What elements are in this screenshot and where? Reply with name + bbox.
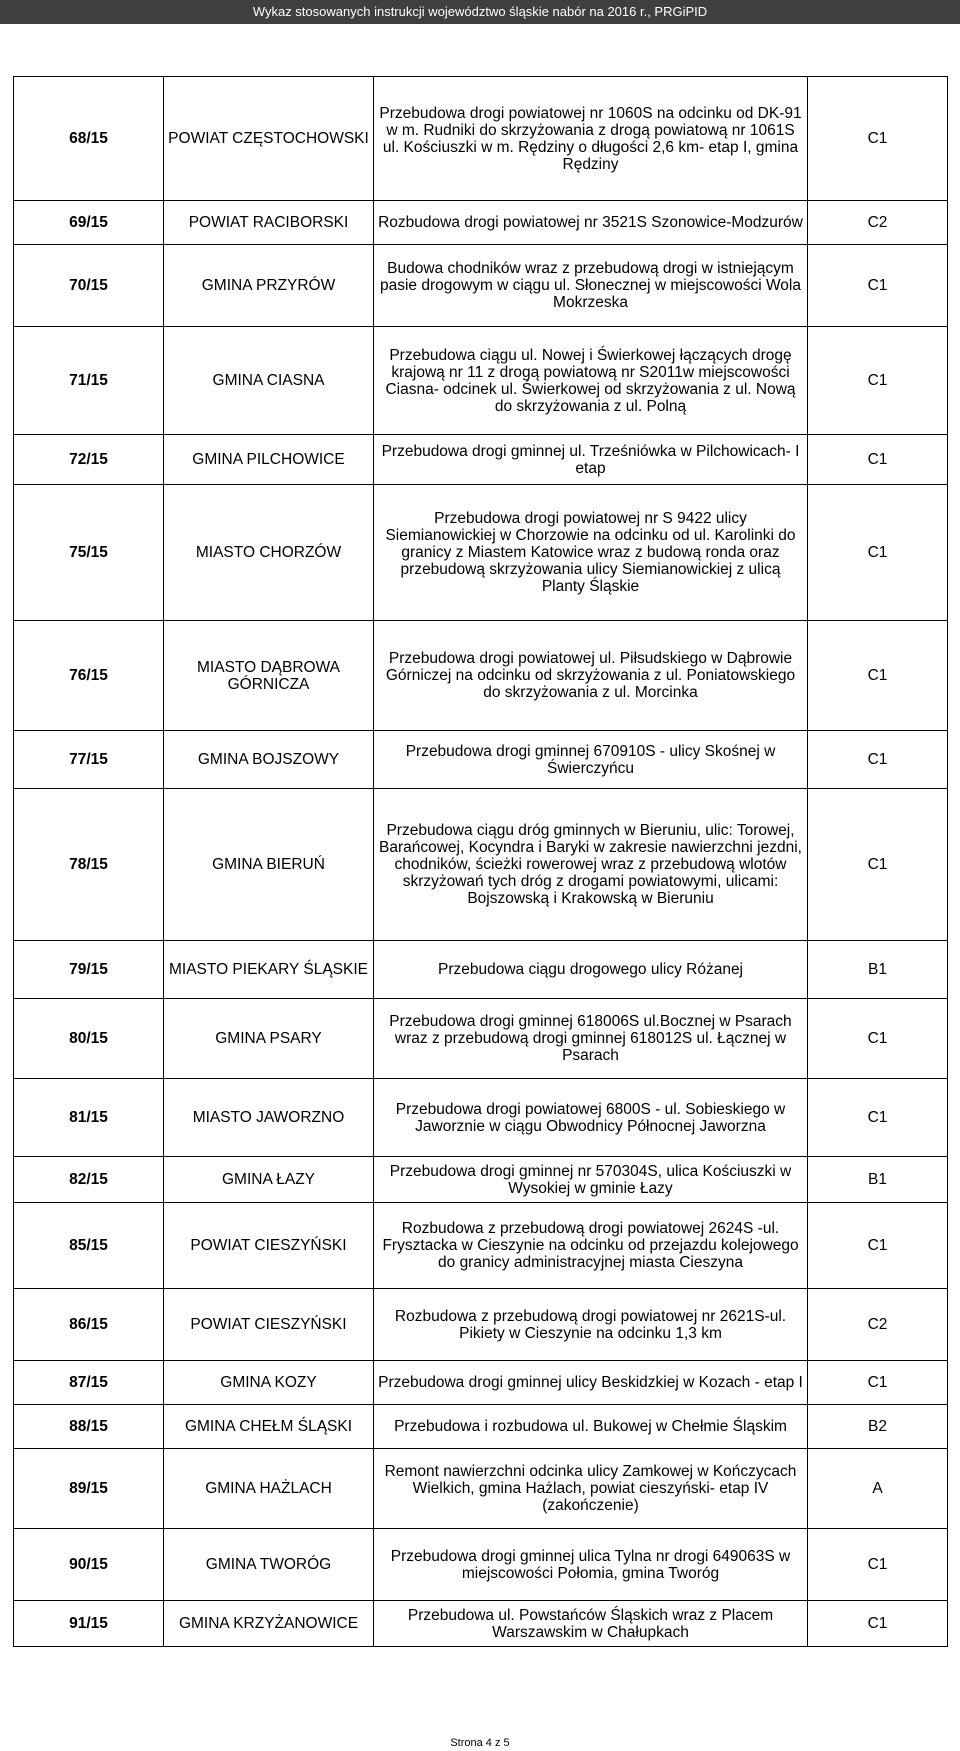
table-row <box>14 621 948 731</box>
row-number: 81/15 <box>14 1079 164 1157</box>
row-number: 90/15 <box>14 1529 164 1601</box>
row-number: 75/15 <box>14 485 164 621</box>
organization-name: GMINA KOZY <box>164 1361 374 1405</box>
table-row <box>14 485 948 621</box>
project-description: Rozbudowa z przebudową drogi powiatowej nr 2621S-ul. Pikiety w Cieszynie na odcinku 1,3 km <box>374 1289 808 1361</box>
table-row <box>14 1529 948 1601</box>
table-row <box>14 1449 948 1529</box>
table-row <box>14 77 948 201</box>
category-code: C1 <box>808 327 948 435</box>
project-description: Przebudowa ciągu dróg gminnych w Bieruniu, ulic: Torowej, Barańcowej, Kocyndra i Baryki w zakresie nawierzchni jezdni, chodników, ścieżki rowerowej wraz z przebudową wlotów skrzyżowań tych dróg z drogami powiatowymi, ulicami: Bojszowską i Krakowską w Bieruniu <box>374 789 808 941</box>
row-number: 68/15 <box>14 77 164 201</box>
table-row <box>14 941 948 999</box>
organization-name: MIASTO DĄBROWA GÓRNICZA <box>164 621 374 731</box>
instructions-table <box>13 76 948 1647</box>
row-number: 82/15 <box>14 1157 164 1203</box>
category-code: C1 <box>808 1601 948 1647</box>
organization-name: MIASTO PIEKARY ŚLĄSKIE <box>164 941 374 999</box>
organization-name: GMINA KRZYŻANOWICE <box>164 1601 374 1647</box>
project-description: Przebudowa drogi powiatowej nr S 9422 ulicy Siemianowickiej w Chorzowie na odcinku od ul. Karolinki do granicy z Miastem Katowice wraz z budową ronda oraz przebudową skrzyżowania ulicy Siemianowickiej z ulicą Planty Śląskie <box>374 485 808 621</box>
row-number: 71/15 <box>14 327 164 435</box>
category-code: C2 <box>808 1289 948 1361</box>
row-number: 88/15 <box>14 1405 164 1449</box>
category-code: C1 <box>808 621 948 731</box>
table-row <box>14 245 948 327</box>
category-code: C1 <box>808 435 948 485</box>
table-row <box>14 327 948 435</box>
row-number: 89/15 <box>14 1449 164 1529</box>
project-description: Przebudowa i rozbudowa ul. Bukowej w Chełmie Śląskim <box>374 1405 808 1449</box>
organization-name: GMINA PILCHOWICE <box>164 435 374 485</box>
organization-name: POWIAT CIESZYŃSKI <box>164 1203 374 1289</box>
table-row <box>14 1601 948 1647</box>
project-description: Rozbudowa drogi powiatowej nr 3521S Szonowice-Modzurów <box>374 201 808 245</box>
project-description: Przebudowa drogi gminnej nr 570304S, ulica Kościuszki w Wysokiej w gminie Łazy <box>374 1157 808 1203</box>
table-row <box>14 1361 948 1405</box>
row-number: 86/15 <box>14 1289 164 1361</box>
project-description: Remont nawierzchni odcinka ulicy Zamkowej w Kończycach Wielkich, gmina Hażlach, powiat cieszyński- etap IV (zakończenie) <box>374 1449 808 1529</box>
project-description: Przebudowa drogi gminnej ulicy Beskidzkiej w Kozach - etap I <box>374 1361 808 1405</box>
organization-name: GMINA CHEŁM ŚLĄSKI <box>164 1405 374 1449</box>
project-description: Przebudowa drogi powiatowej ul. Piłsudskiego w Dąbrowie Górniczej na odcinku od skrzyżowania z ul. Poniatowskiego do skrzyżowania z ul. Morcinka <box>374 621 808 731</box>
category-code: C2 <box>808 201 948 245</box>
category-code: B1 <box>808 941 948 999</box>
organization-name: GMINA PSARY <box>164 999 374 1079</box>
page-header: Wykaz stosowanych instrukcji województwo śląskie nabór na 2016 r., PRGiPID <box>0 0 960 24</box>
table-row <box>14 1405 948 1449</box>
category-code: C1 <box>808 1361 948 1405</box>
table-row <box>14 1203 948 1289</box>
organization-name: GMINA BIERUŃ <box>164 789 374 941</box>
page-number: Strona 4 z 5 <box>450 1737 510 1749</box>
category-code: C1 <box>808 1529 948 1601</box>
category-code: C1 <box>808 999 948 1079</box>
category-code: C1 <box>808 1079 948 1157</box>
project-description: Przebudowa drogi powiatowej 6800S - ul. Sobieskiego w Jaworznie w ciągu Obwodnicy Północnej Jaworzna <box>374 1079 808 1157</box>
category-code: C1 <box>808 77 948 201</box>
row-number: 87/15 <box>14 1361 164 1405</box>
category-code: C1 <box>808 731 948 789</box>
row-number: 80/15 <box>14 999 164 1079</box>
project-description: Przebudowa drogi gminnej ulica Tylna nr drogi 649063S w miejscowości Połomia, gmina Tworóg <box>374 1529 808 1601</box>
category-code: C1 <box>808 1203 948 1289</box>
project-description: Przebudowa ciągu ul. Nowej i Świerkowej łączących drogę krajową nr 11 z drogą powiatową nr S2011w miejscowości Ciasna- odcinek ul. Świerkowej od skrzyżowania z ul. Nową do skrzyżowania z ul. Polną <box>374 327 808 435</box>
organization-name: MIASTO JAWORZNO <box>164 1079 374 1157</box>
organization-name: POWIAT CIESZYŃSKI <box>164 1289 374 1361</box>
table-row <box>14 999 948 1079</box>
category-code: C1 <box>808 789 948 941</box>
project-description: Przebudowa drogi gminnej 618006S ul.Bocznej w Psarach wraz z przebudową drogi gminnej 618012S ul. Łącznej w Psarach <box>374 999 808 1079</box>
project-description: Przebudowa drogi gminnej ul. Trześniówka w Pilchowicach- I etap <box>374 435 808 485</box>
project-description: Przebudowa drogi powiatowej nr 1060S na odcinku od DK-91 w m. Rudniki do skrzyżowania z drogą powiatową nr 1061S ul. Kościuszki w m. Rędziny o długości 2,6 km- etap I, gmina Rędziny <box>374 77 808 201</box>
project-description: Przebudowa ul. Powstańców Śląskich wraz z Placem Warszawskim w Chałupkach <box>374 1601 808 1647</box>
row-number: 77/15 <box>14 731 164 789</box>
table-row <box>14 789 948 941</box>
organization-name: POWIAT RACIBORSKI <box>164 201 374 245</box>
table-row <box>14 1079 948 1157</box>
organization-name: GMINA BOJSZOWY <box>164 731 374 789</box>
table-row <box>14 1157 948 1203</box>
category-code: B2 <box>808 1405 948 1449</box>
organization-name: GMINA ŁAZY <box>164 1157 374 1203</box>
row-number: 76/15 <box>14 621 164 731</box>
row-number: 70/15 <box>14 245 164 327</box>
row-number: 79/15 <box>14 941 164 999</box>
category-code: C1 <box>808 485 948 621</box>
project-description: Rozbudowa z przebudową drogi powiatowej 2624S -ul. Frysztacka w Cieszynie na odcinku od przejazdu kolejowego do granicy administracyjnej miasta Cieszyna <box>374 1203 808 1289</box>
organization-name: GMINA TWORÓG <box>164 1529 374 1601</box>
project-description: Przebudowa drogi gminnej 670910S - ulicy Skośnej w Świerczyńcu <box>374 731 808 789</box>
category-code: A <box>808 1449 948 1529</box>
table-row <box>14 1289 948 1361</box>
row-number: 91/15 <box>14 1601 164 1647</box>
project-description: Przebudowa ciągu drogowego ulicy Różanej <box>374 941 808 999</box>
category-code: B1 <box>808 1157 948 1203</box>
project-description: Budowa chodników wraz z przebudową drogi w istniejącym pasie drogowym w ciągu ul. Słonecznej w miejscowości Wola Mokrzeska <box>374 245 808 327</box>
row-number: 69/15 <box>14 201 164 245</box>
row-number: 78/15 <box>14 789 164 941</box>
organization-name: GMINA PRZYRÓW <box>164 245 374 327</box>
organization-name: MIASTO CHORZÓW <box>164 485 374 621</box>
table-row <box>14 435 948 485</box>
organization-name: GMINA HAŻLACH <box>164 1449 374 1529</box>
category-code: C1 <box>808 245 948 327</box>
row-number: 72/15 <box>14 435 164 485</box>
organization-name: GMINA CIASNA <box>164 327 374 435</box>
table-row <box>14 201 948 245</box>
row-number: 85/15 <box>14 1203 164 1289</box>
organization-name: POWIAT CZĘSTOCHOWSKI <box>164 77 374 201</box>
table-row <box>14 731 948 789</box>
